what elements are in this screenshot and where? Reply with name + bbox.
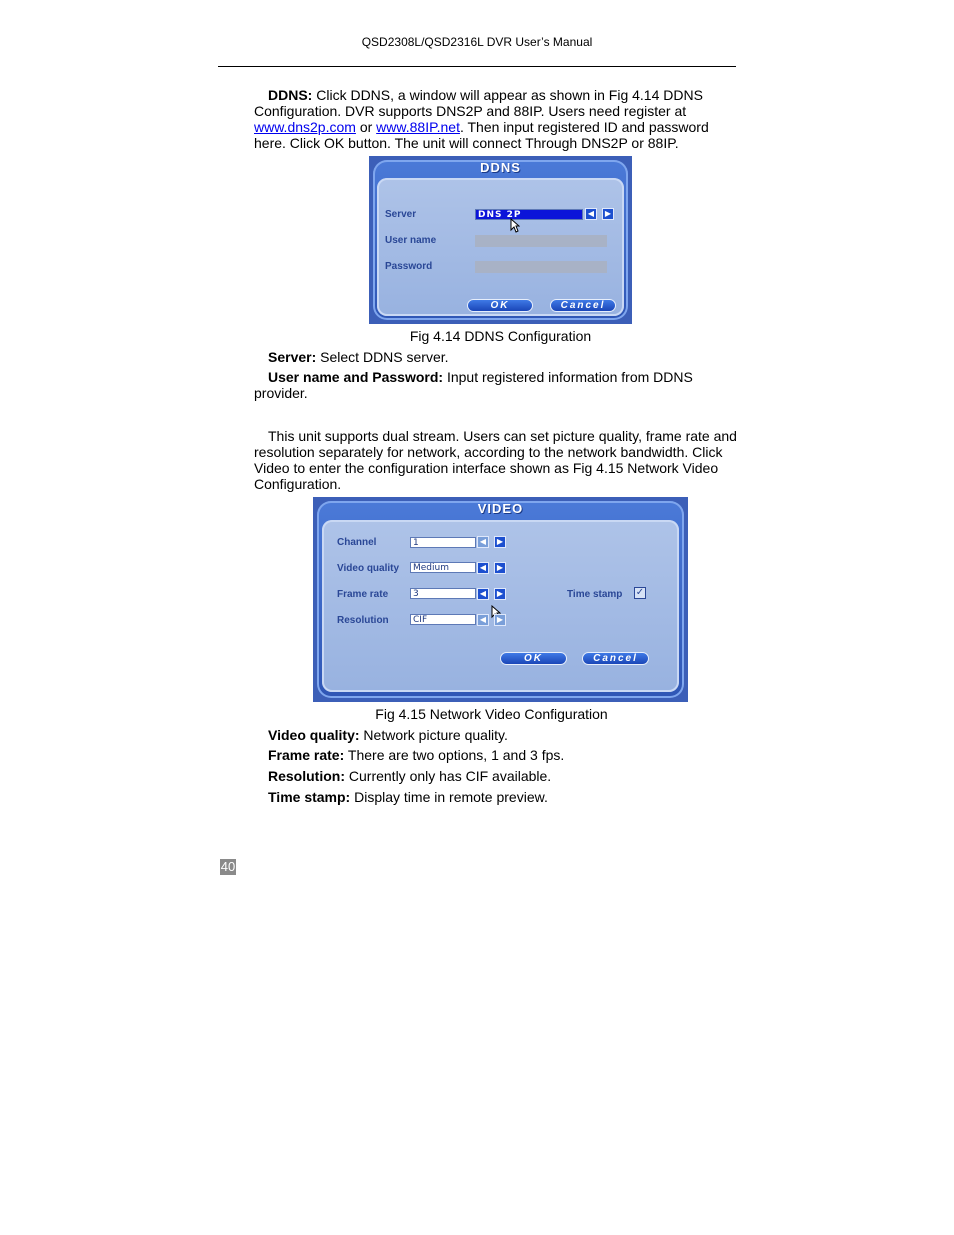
server-label: Server (385, 209, 417, 220)
left-arrow-icon: ◀ (479, 589, 487, 598)
userpass-term: User name and Password: (268, 369, 444, 385)
timestamp-label: Time stamp (567, 589, 623, 600)
resolution-term: Resolution: (268, 768, 345, 784)
88ip-link[interactable]: www.88IP.net (376, 119, 460, 135)
channel-label: Channel (337, 537, 377, 548)
resolution-text: Currently only has CIF available. (345, 768, 552, 784)
timestamp-term: Time stamp: (268, 789, 351, 805)
channel-select[interactable]: 1 (410, 537, 476, 548)
resolution-next-button[interactable] (494, 614, 506, 626)
resolution-description (268, 768, 551, 784)
right-arrow-icon: ▶ (496, 537, 504, 546)
framerate-description (268, 747, 564, 763)
manual-header: QSD2308L/QSD2316L DVR User’s Manual (361, 35, 593, 49)
dns2p-link[interactable]: www.dns2p.com (254, 119, 356, 135)
framerate-next-button[interactable] (494, 588, 506, 600)
server-term: Server: (268, 349, 317, 365)
username-input[interactable] (475, 235, 607, 247)
left-arrow-icon: ◀ (479, 563, 487, 572)
server-prev-button[interactable] (585, 208, 597, 220)
password-input[interactable] (475, 261, 607, 273)
ddns-cancel-button[interactable]: Cancel (550, 299, 616, 312)
left-arrow-icon: ◀ (479, 537, 487, 546)
server-text: Select DDNS server. (316, 349, 449, 365)
framerate-select[interactable]: 3 (410, 588, 476, 599)
ddns-dialog-panel (377, 178, 624, 316)
ddns-term: DDNS: (268, 87, 313, 103)
ddns-ok-button[interactable]: OK (467, 299, 533, 312)
fig-4-15-caption: Fig 4.15 Network Video Configuration (375, 706, 608, 722)
ddns-text-1: Click DDNS, a window will appear as shown in Fig 4.14 DDNS Configuration. DVR supports DNS2P and 88IP. Users need register at (254, 87, 703, 119)
right-arrow-icon: ▶ (496, 563, 504, 572)
right-arrow-icon: ▶ (496, 615, 504, 624)
ddns-dialog-title: DDNS (480, 160, 521, 175)
video-intro: This unit supports dual stream. Users can set picture quality, frame rate and resolution separately for network, according to the network bandwidth. Click Video to enter the configuration interface shown as Fig 4.15 Network Video Configuration. (254, 428, 737, 492)
server-select[interactable]: DNS 2P (475, 209, 583, 220)
server-description (268, 349, 449, 365)
video-ok-button[interactable]: OK (500, 652, 567, 665)
page-number: 40 (220, 859, 236, 874)
password-label: Password (385, 261, 433, 272)
quality-text: Network picture quality. (359, 727, 508, 743)
ddns-text-3: . Then input registered ID and password here. Click OK button. The unit will connect Through DNS2P or 88IP. (254, 119, 709, 151)
fig-4-14-caption: Fig 4.14 DDNS Configuration (409, 328, 592, 344)
resolution-prev-button[interactable] (477, 614, 489, 626)
resolution-select[interactable]: CIF (410, 614, 476, 625)
channel-next-button[interactable] (494, 536, 506, 548)
video-dialog-title: VIDEO (477, 501, 524, 516)
framerate-label: Frame rate (337, 589, 389, 600)
channel-prev-button[interactable] (477, 536, 489, 548)
video-cancel-button[interactable]: Cancel (582, 652, 649, 665)
timestamp-checkbox[interactable] (634, 587, 646, 599)
timestamp-text: Display time in remote preview. (350, 789, 548, 805)
checkmark-icon: ✓ (635, 587, 645, 598)
video-dialog (313, 497, 688, 702)
ddns-intro (254, 87, 740, 151)
username-label: User name (385, 235, 437, 246)
resolution-label: Resolution (337, 615, 389, 626)
header-rule (218, 66, 736, 67)
quality-description (268, 727, 508, 743)
ddns-dialog (369, 156, 632, 324)
left-arrow-icon: ◀ (587, 209, 595, 218)
userpass-text: Input registered information from DDNS provider. (254, 369, 693, 401)
quality-select[interactable]: Medium (410, 562, 476, 573)
mouse-cursor-icon (510, 218, 520, 233)
server-next-button[interactable] (602, 208, 614, 220)
framerate-text: There are two options, 1 and 3 fps. (344, 747, 565, 763)
framerate-prev-button[interactable] (477, 588, 489, 600)
left-arrow-icon: ◀ (479, 615, 487, 624)
quality-term: Video quality: (268, 727, 360, 743)
quality-prev-button[interactable] (477, 562, 489, 574)
userpass-description (254, 369, 740, 401)
timestamp-description (268, 789, 548, 805)
right-arrow-icon: ▶ (496, 589, 504, 598)
quality-next-button[interactable] (494, 562, 506, 574)
right-arrow-icon: ▶ (604, 209, 612, 218)
quality-label: Video quality (337, 563, 400, 574)
ddns-text-2: or (355, 119, 377, 135)
framerate-term: Frame rate: (268, 747, 345, 763)
